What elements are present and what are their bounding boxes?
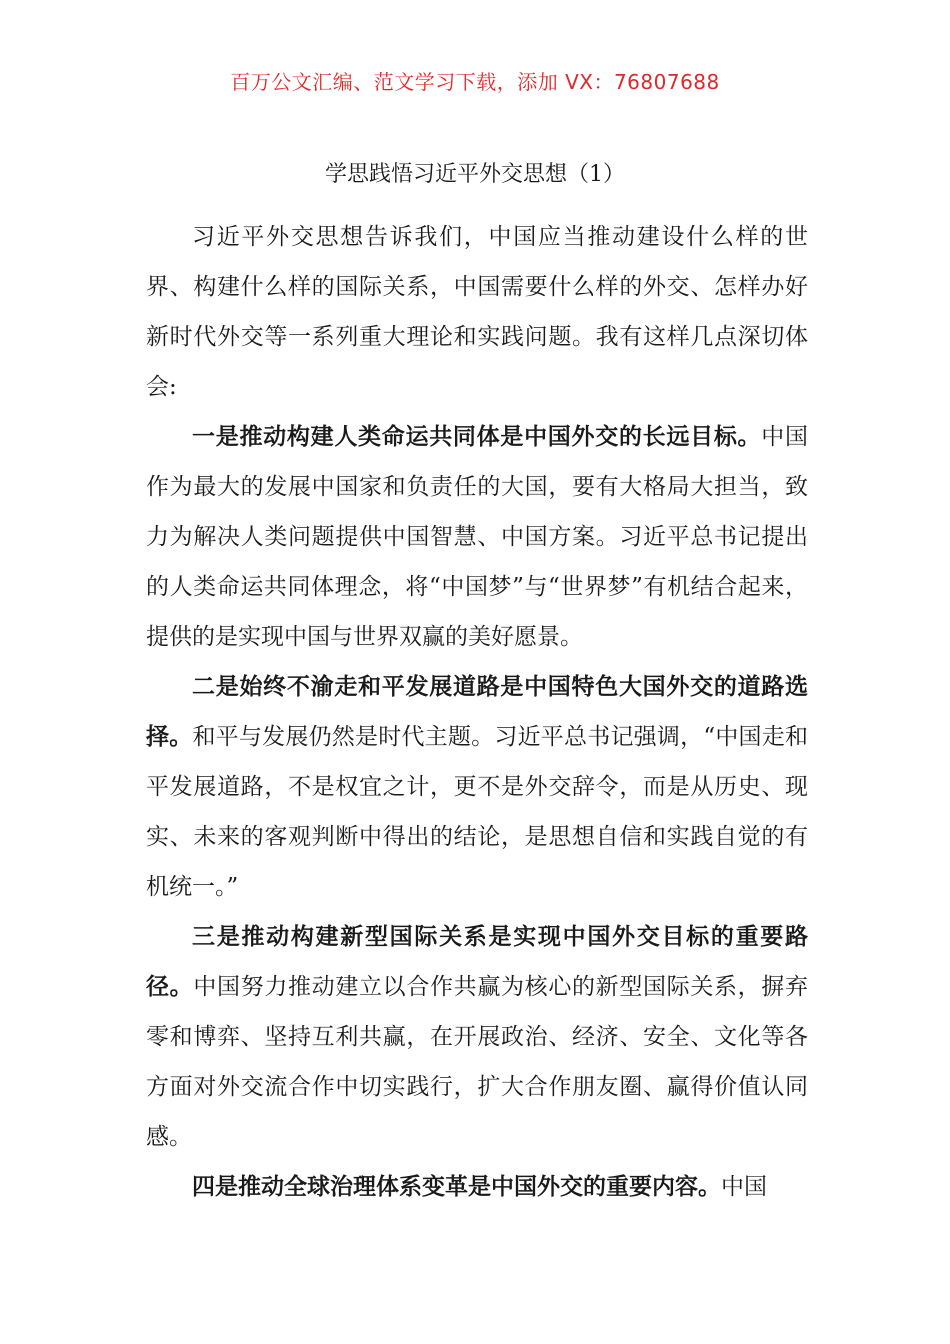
point-paragraph-2 [146,662,808,912]
point-lead: 三是推动构建新型国际关系是实现中国外交目标的重要路径。 [146,924,808,1000]
document-title: 学思践悟习近平外交思想（1） [325,162,625,187]
point-paragraph-1 [146,412,808,662]
point-body: 中国作为最大的发展中国家和负责任的大国，要有大格局大担当，致力为解决人类问题提供中国智慧、中国方案。习近平总书记提出的人类命运共同体理念，将“中国梦”与“世界梦”有机结合起来，提供的是实现中国与世界双赢的美好愿景。 [146,424,809,650]
point-body: 中国努力推动建立以合作共赢为核心的新型国际关系，摒弃零和博弈、坚持互利共赢，在开展政治、经济、安全、文化等各方面对外交流合作中切实践行，扩大合作朋友圈、赢得价值认同感。 [146,974,809,1150]
intro-paragraph: 习近平外交思想告诉我们，中国应当推动建设什么样的世界、构建什么样的国际关系，中国需要什么样的外交、怎样办好新时代外交等一系列重大理论和实践问题。我有这样几点深切体会: [146,224,808,400]
point-paragraph-4 [146,1162,808,1212]
point-paragraph-3 [146,912,808,1162]
point-body: 中国 [721,1174,767,1200]
point-lead: 一是推动构建人类命运共同体是中国外交的长远目标。 [192,424,762,450]
point-lead: 四是推动全球治理体系变革是中国外交的重要内容。 [192,1174,721,1200]
header-banner: 百万公文汇编、范文学习下载，添加 VX：76807688 [230,70,720,94]
document-body [146,212,808,1212]
point-lead: 二是始终不渝走和平发展道路是中国特色大国外交的道路选择。 [146,674,808,750]
point-body: 和平与发展仍然是时代主题。习近平总书记强调，“中国走和平发展道路，不是权宜之计，更不是外交辞令，而是从历史、现实、未来的客观判断中得出的结论，是思想自信和实践自觉的有机统一。” [146,724,809,900]
